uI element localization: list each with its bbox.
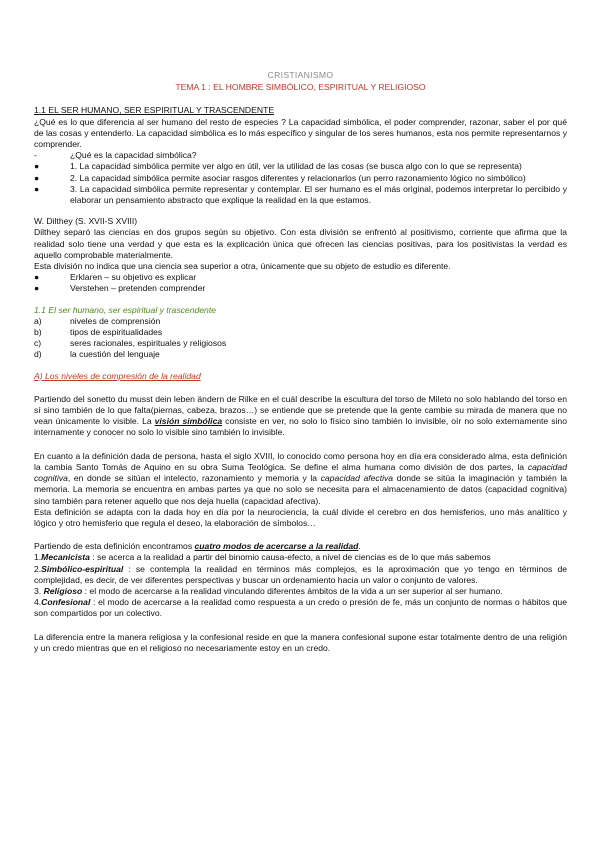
vision-simbolica-term: visión simbólica bbox=[154, 416, 223, 427]
list-marker: d) bbox=[34, 349, 42, 360]
list-marker: a) bbox=[34, 315, 42, 326]
bullet-marker: ● bbox=[34, 161, 40, 172]
question-row bbox=[34, 150, 567, 161]
mode-name: Mecanicista bbox=[41, 552, 90, 563]
subject-title: CRISTIANISMO bbox=[267, 70, 334, 80]
section-a-heading: A) Los niveles de compresión de la realidad bbox=[34, 370, 201, 381]
bullet-item bbox=[34, 173, 567, 184]
modos-intro: Partiendo de esta definición encontramos cuatro modos de acercarse a la realidad. bbox=[34, 541, 361, 552]
dilthey-heading bbox=[34, 216, 567, 227]
list-text: la cuestión del lenguaje bbox=[70, 349, 160, 360]
mode-name: Confesional bbox=[41, 597, 91, 608]
mode-item: 1.Mecanicista : se acerca a la realidad a partir del binomio causa-efecto, a nivel de ciencias es de lo que más sabemos bbox=[34, 552, 491, 563]
mode-name: Simbólico-espiritual bbox=[41, 563, 124, 574]
intro-paragraph: ¿Qué es lo que diferencia al ser humano del resto de especies ? La capacidad simbólica, el poder comprender, razonar, saber el por qué de las cosas y entenderlo. La capacidad simbólica es lo más específico y singular de los seres humanos, esta nos permite representarnos y comprender. bbox=[34, 116, 567, 150]
bullet-item bbox=[34, 184, 567, 206]
conclusion-paragraph: La diferencia entre la manera religiosa y la confesional reside en que la manera confesional supone estar totalmente dentro de una religión y un credo mientras que en el religioso no necesariamente estoy en un credo. bbox=[34, 631, 567, 653]
list-item bbox=[34, 327, 567, 338]
dilthey-paragraph-1: Dilthey separó las ciencias en dos grupos según su objetivo. Con esta división se enfrentó al positivismo, corriente que afirma que la realidad solo tiene una verdad y que esta es la explicación única que ofrecen las ciencias positivas, para los positivistas la verdad es aquello comprobable materialmente. bbox=[34, 227, 567, 260]
bullet-text: 1. La capacidad simbólica permite ver algo en útil, ver la utilidad de las cosas (se busca algo con lo que se representa) bbox=[70, 161, 522, 172]
section-heading-1: 1.1 EL SER HUMANO, SER ESPIRITUAL Y TRASCENDENTE bbox=[34, 105, 275, 116]
subsection-heading: 1.1 El ser humano, ser espiritual y trascendente bbox=[34, 304, 216, 315]
bullet-marker: ● bbox=[34, 283, 40, 294]
dilthey-dates: (S. XVII-S XVIII) bbox=[72, 216, 138, 227]
mode-item: 2.Simbólico-espiritual : se contempla la realidad en términos más complejos, es la aproximación que yo tengo en términos de complejidad, es decir, de ver diferentes perspectivas y buscar un ordenamiento hacia un valor o conjunto de valores. bbox=[34, 563, 567, 585]
capacidad-cognitiva-term: capacidad cognitiva bbox=[34, 461, 567, 484]
dash-marker: - bbox=[34, 150, 37, 161]
bullet-marker: ● bbox=[34, 172, 40, 183]
list-item bbox=[34, 338, 567, 349]
list-text: seres racionales, espirituales y religiosos bbox=[70, 338, 227, 349]
bullet-marker: ● bbox=[34, 183, 40, 194]
bullet-text: Erklaren – su objetivo es explicar bbox=[70, 272, 197, 283]
list-marker: c) bbox=[34, 338, 42, 349]
persona-paragraph: En cuanto a la definición dada de persona, hasta el siglo XVIII, lo conocido como persona hoy en día era considerado alma, esta definición la cambia Santo Tomás de Aquino en su obra Suma Teológica. Se define el alma humana como división de dos partes, la capacidad cognitiva, en donde se sitúan el intelecto, razonamiento y memoria y la capacidad afectiva donde se sitúa la imaginación y también la memoria. La memoria se encuentra en ambas partes ya que no solo se necesita para el almacenamiento de datos (capacidad cognitiva) sino también para retener aquello que nos deja huella (capacidad afectiva). bbox=[34, 450, 568, 506]
mode-item: 4.Confesional : el modo de acercarse a la realidad como respuesta a un credo o presión de fe, más un conjunto de normas o hábitos que son compartidos por un colectivo. bbox=[34, 597, 567, 619]
dilthey-paragraph-2: Esta división no indica que una ciencia sea superior a otra, únicamente que su objeto de estudio es diferente. bbox=[34, 261, 451, 272]
cuatro-modos-term: cuatro modos de acercarse a la realidad bbox=[194, 541, 359, 552]
document-page bbox=[34, 70, 567, 654]
bullet-text: 3. La capacidad simbólica permite representar y contemplar. El ser humano es el más original, podemos interpretar lo percibido y elaborar un pensamiento abstracto que explique la realidad en la que estamos. bbox=[70, 183, 567, 206]
bullet-item bbox=[34, 272, 567, 283]
mode-name: Religioso bbox=[43, 585, 83, 596]
mode-item: 3. Religioso : el modo de acercarse a la realidad vinculando diferentes ámbitos de la vida a un ser superior al ser humano. bbox=[34, 585, 503, 596]
bullet-item bbox=[34, 283, 567, 294]
dilthey-name: W. Dilthey bbox=[34, 216, 73, 227]
capacidad-afectiva-term: capacidad afectiva bbox=[320, 473, 394, 484]
bullet-marker: ● bbox=[34, 272, 40, 283]
bullet-text: Verstehen – pretenden comprender bbox=[70, 283, 206, 294]
question-text: ¿Qué es la capacidad simbólica? bbox=[70, 150, 197, 161]
neurociencia-paragraph: Esta definición se adapta con la dada hoy en día por la neurociencia, la cuál divide el cerebro en dos hemisferios, uno más analítico y lógico y otro hemisferio que regula el deseo, la elaboración de símbolos… bbox=[34, 506, 567, 528]
bullet-item bbox=[34, 161, 567, 172]
list-text: niveles de comprensión bbox=[70, 315, 161, 326]
list-marker: b) bbox=[34, 327, 42, 338]
list-item bbox=[34, 316, 567, 327]
list-item bbox=[34, 349, 567, 360]
rilke-paragraph: Partiendo del sonetto du musst dein leben ändern de Rilke en el cuál describe la escultura del torso de Mileto no solo hablando del torso en sí sino también de lo que falta(piernas, cabeza, brazos…) se entiende que se pretende que la gente cambie su mirada de manera que no vean únicamente lo visible. La visión simbólica consiste en ver, no solo lo físico sino también lo invisible, oír no solo externamente sino internamente y conocer no solo lo visible sino también lo invisible. bbox=[34, 393, 567, 438]
bullet-text: 2. La capacidad simbólica permite asociar rasgos diferentes y relacionarlos (un perro razonamiento lógico no simbólico) bbox=[70, 172, 526, 183]
topic-title: TEMA 1 : EL HOMBRE SIMBÓLICO, ESPIRITUAL Y RELIGIOSO bbox=[175, 82, 426, 93]
list-text: tipos de espiritualidades bbox=[70, 327, 163, 338]
